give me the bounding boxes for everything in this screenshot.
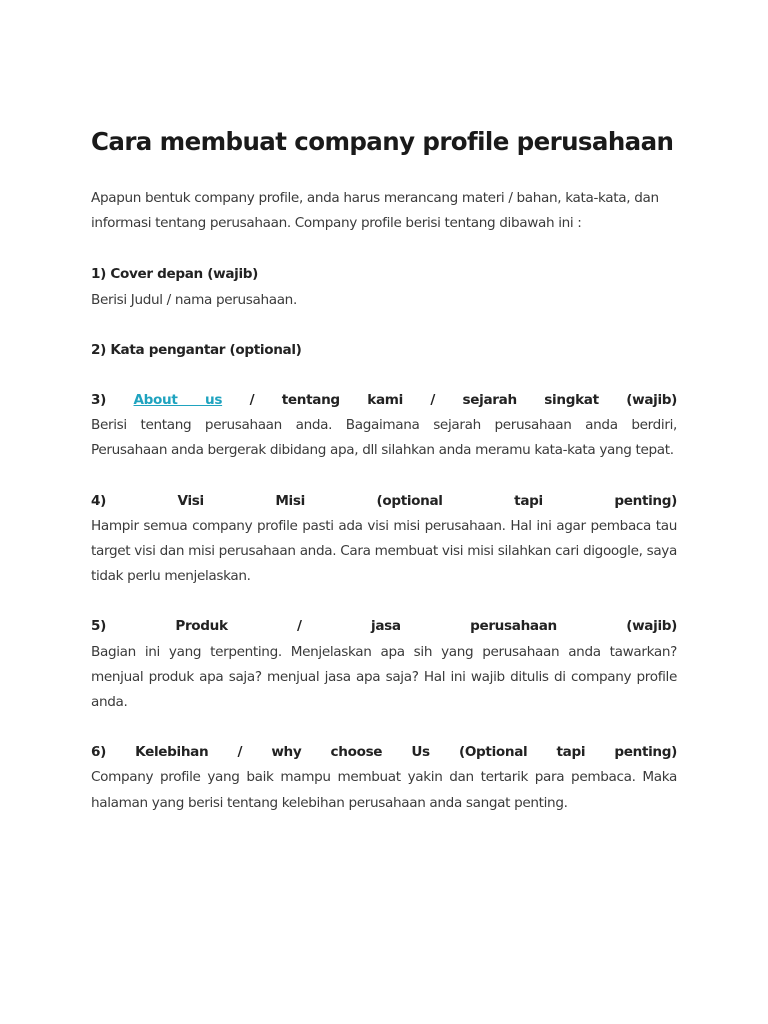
section-heading: 2) Kata pengantar (optional) (91, 341, 302, 358)
section-body: Berisi Judul / nama perusahaan. (91, 291, 297, 308)
section-body: Bagian ini yang terpenting. Menjelaskan apa sih yang perusahaan anda tawarkan? menjual produk apa saja? menjual jasa apa saja? Hal ini wajib ditulis di company profile anda. (91, 643, 677, 711)
page-title: Cara membuat company profile perusahaan (91, 127, 674, 156)
about-us-link[interactable]: About us (133, 392, 223, 409)
section-heading: 6) Kelebihan / why choose Us (Optional tapi penting) (91, 744, 677, 761)
section-heading: 4) Visi Misi (optional tapi penting) (91, 492, 677, 509)
section-kelebihan (91, 740, 677, 816)
section-heading: 1) Cover depan (wajib) (91, 266, 259, 283)
section-visi-misi (91, 489, 677, 590)
section-body: Company profile yang baik mampu membuat yakin dan tertarik para pembaca. Maka halaman yang berisi tentang kelebihan perusahaan anda sangat penting. (91, 769, 677, 811)
section-body: Berisi tentang perusahaan anda. Bagaimana sejarah perusahaan anda berdiri, Perusahaan anda bergerak dibidang apa, dll silahkan anda meramu kata-kata yang tepat. (91, 417, 677, 459)
section-body: Hampir semua company profile pasti ada visi misi perusahaan. Hal ini agar pembaca tau target visi dan misi perusahaan anda. Cara membuat visi misi silahkan cari digoogle, saya tidak perlu menjelaskan. (91, 517, 677, 585)
document-page (91, 124, 677, 841)
section-heading: 5) Produk / jasa perusahaan (wajib) (91, 618, 677, 635)
section-produk-jasa (91, 614, 677, 715)
section-heading (91, 388, 677, 413)
section-kata-pengantar (91, 338, 677, 363)
section-cover (91, 262, 677, 312)
section-about-us (91, 388, 677, 464)
intro-paragraph: Apapun bentuk company profile, anda harus merancang materi / bahan, kata-kata, dan informasi tentang perusahaan. Company profile berisi tentang dibawah ini : (91, 190, 659, 232)
heading-suffix: / tentang kami / sejarah singkat (wajib) (249, 392, 677, 409)
heading-prefix: 3) (91, 392, 106, 409)
